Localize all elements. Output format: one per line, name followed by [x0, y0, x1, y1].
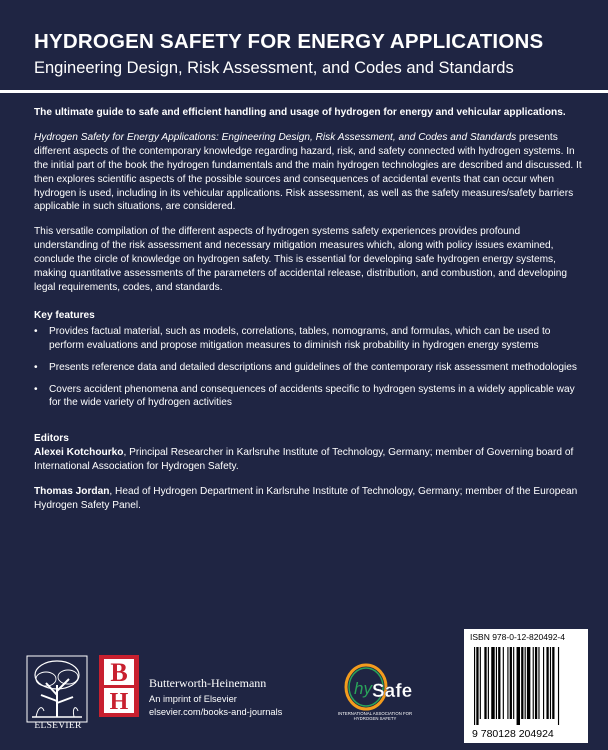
barcode: [470, 645, 582, 741]
barcode-number: 9 780128 204924: [472, 728, 554, 740]
key-feature-item: • Provides factual material, such as models, correlations, tables, nomograms, and formulas, which can be used to perform evaluations and propose mitigation measures to diminish risk probability in hydrogen energy systems: [34, 325, 582, 353]
svg-text:H: H: [109, 689, 129, 715]
key-feature-item: • Presents reference data and detailed descriptions and guidelines of the contemporary risk assessment methodologies: [34, 361, 582, 375]
key-features-heading: Key features: [34, 309, 95, 321]
elsevier-tree-logo: [26, 655, 88, 723]
book-subtitle: Engineering Design, Risk Assessment, and Codes and Standards: [34, 59, 514, 77]
publisher-url[interactable]: elsevier.com/books-and-journals: [149, 707, 283, 717]
bh-imprint-text: An imprint of Elsevier: [149, 694, 237, 704]
editors-heading: Editors: [34, 433, 69, 445]
editor-description: , Principal Researcher in Karlsruhe Institute of Technology, Germany; member of Governing board of International Association for Hydrogen Safety.: [34, 447, 574, 473]
editor-name: Alexei Kotchourko: [34, 447, 124, 459]
editor-entry: [34, 446, 582, 474]
description-paragraph-1: [34, 131, 582, 214]
svg-text:Safe: Safe: [372, 681, 413, 702]
divider-rule: [0, 90, 608, 93]
hysafe-logo: [340, 661, 413, 717]
svg-text:B: B: [110, 658, 128, 687]
editor-description: , Head of Hydrogen Department in Karlsruhe Institute of Technology, Germany; member of the European Hydrogen Safety Panel.: [34, 486, 578, 511]
hysafe-subtitle: INTERNATIONAL ASSOCIATION FOR HYDROGEN SAFETY: [337, 711, 413, 721]
bh-publisher-name: Butterworth-Heinemann: [149, 676, 267, 690]
butterworth-heinemann-logo: [99, 655, 139, 717]
isbn-barcode-box: [464, 629, 588, 743]
book-title: HYDROGEN SAFETY FOR ENERGY APPLICATIONS: [34, 30, 544, 53]
editor-entry: [34, 485, 582, 513]
key-feature-item: • Covers accident phenomena and consequences of accidents specific to hydrogen systems in a widely applicable way for the wide variety of hydrogen activities: [34, 383, 582, 411]
book-title-italic: Hydrogen Safety for Energy Applications: Engineering Design, Risk Assessment, and Codes and Standards: [34, 131, 517, 143]
editor-name: Thomas Jordan: [34, 486, 110, 498]
key-features-list: [34, 325, 582, 411]
tagline: The ultimate guide to safe and efficient handling and usage of hydrogen for energy and vehicular applications.: [34, 107, 566, 118]
back-cover-text: [34, 106, 582, 524]
description-paragraph-1-text: presents different aspects of the contemporary knowledge regarding hazard, risk, and safety connected with hydrogen systems. In the initial part of the book the hydrogen fundamentals and the main hydrogen technologies are described and discussed. It then explores scientific aspects of the possible sources and consequences of accidental events that can occur when hydrogen is used, including in its vehicular applications. Risk assessment, as well as the safety measures/safety barriers applicable in such situations, are considered.: [34, 131, 582, 213]
hysafe-logo-text: hy: [354, 679, 372, 698]
isbn-number: ISBN 978-0-12-820492-4: [470, 632, 565, 642]
description-paragraph-2: This versatile compilation of the different aspects of hydrogen systems safety experiences provides profound understanding of the risk assessment and necessary mitigation measures which, along with policy issues examined, conclude the circle of knowledge on hydrogen safety. This is essential for developing safe hydrogen energy systems, making quantitative assessments of the parameters of accidental release, distribution, and combustion, and developing legal requirements, codes, and standards.: [34, 226, 567, 293]
elsevier-wordmark: ELSEVIER: [34, 721, 82, 731]
